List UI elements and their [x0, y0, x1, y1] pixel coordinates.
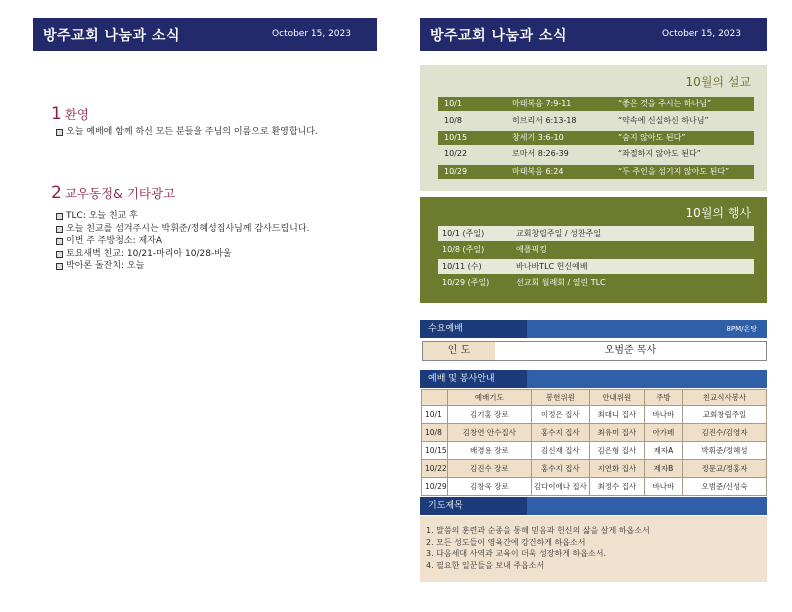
prayer-item: 3. 다음세대 사역과 교육이 더욱 성장하게 하옵소서.	[426, 549, 606, 558]
prayer-list	[426, 525, 650, 571]
sermon-row	[438, 165, 754, 179]
prayer-label: 기도제목	[420, 497, 527, 515]
sermon-row	[438, 131, 754, 145]
table-row	[422, 460, 767, 478]
sermon-subject: “숨지 않아도 된다”	[618, 133, 686, 142]
table-cell: 교회창립주일	[683, 406, 767, 424]
prayer-item: 4. 필요한 일꾼들을 보내 주옵소서	[426, 560, 545, 570]
service-bar	[420, 370, 767, 388]
table-cell: 10/8	[422, 424, 448, 442]
table-cell: 김창욱 장로	[447, 478, 531, 496]
table-cell: 김기홍 장로	[447, 406, 531, 424]
prayer-bar	[420, 497, 767, 515]
wednesday-bar	[420, 320, 767, 338]
table-cell: 10/1	[422, 406, 448, 424]
news-list	[56, 210, 309, 273]
table-cell: 10/29	[422, 478, 448, 496]
sermon-subject: “좌절하지 않아도 된다”	[618, 149, 701, 158]
wednesday-leader-box	[422, 341, 767, 361]
news-item: TLC: 오늘 친교 후	[56, 210, 309, 223]
table-cell: 김진수/김영자	[683, 424, 767, 442]
wednesday-leader-key: 인 도	[423, 342, 495, 360]
event-date: 10/29 (주일)	[442, 278, 490, 287]
event-row	[438, 226, 754, 241]
welcome-heading	[51, 104, 89, 124]
table-cell: 김다이애나 집사	[531, 478, 589, 496]
news-item: 이번 주 주방청소: 제자A	[56, 235, 309, 248]
event-row	[438, 242, 754, 257]
news-item: 토요새벽 친교: 10/21-마리아 10/28-바울	[56, 248, 309, 261]
table-cell: 아가페	[644, 424, 682, 442]
welcome-list	[56, 126, 318, 139]
news-item: 오늘 친교를 섬겨주시는 박휘준/정혜성집사님께 감사드립니다.	[56, 223, 309, 236]
service-table	[421, 389, 767, 496]
table-cell: 바나바	[644, 478, 682, 496]
table-cell: 오범준/신성숙	[683, 478, 767, 496]
sermon-subject: “두 주인을 섬기지 않아도 된다”	[618, 167, 730, 176]
welcome-title: 환영	[64, 107, 89, 122]
sermon-passage: 창세기 3:6-10	[512, 133, 564, 142]
event-row	[438, 259, 754, 274]
event-date: 10/11 (수)	[442, 262, 482, 271]
bulletin-title: 방주교회 나눔과 소식	[43, 28, 180, 44]
sermon-subject: “약속에 신실하신 하나님”	[618, 116, 709, 125]
table-cell: 홍수지 집사	[531, 460, 589, 478]
sermon-passage: 마태복음 6:24	[512, 167, 564, 176]
right-header	[420, 18, 767, 51]
wednesday-label: 수요예배	[420, 320, 527, 338]
news-number: 2	[51, 183, 62, 203]
table-row	[422, 406, 767, 424]
sermon-date: 10/22	[444, 149, 468, 158]
table-row	[422, 478, 767, 496]
table-cell: 김은형 집사	[589, 442, 644, 460]
table-row	[422, 442, 767, 460]
sermon-title: 10월의 설교	[685, 75, 751, 89]
prayer-item: 2. 모든 성도들이 영육간에 강건하게 하옵소서	[426, 537, 586, 547]
wednesday-leader-value: 오범준 목사	[604, 345, 657, 356]
table-cell: 최대니 집사	[589, 406, 644, 424]
event-date: 10/1 (주일)	[442, 229, 485, 238]
table-cell: 10/15	[422, 442, 448, 460]
sermon-passage: 마태복음 7:9-11	[512, 99, 572, 108]
table-header-row	[422, 390, 767, 406]
sermon-date: 10/8	[444, 116, 462, 125]
left-header	[33, 18, 377, 51]
table-cell: 김창연 안수집사	[447, 424, 531, 442]
bulletin-date: October 15, 2023	[662, 29, 741, 39]
welcome-number: 1	[51, 104, 62, 124]
sermon-date: 10/15	[444, 133, 468, 142]
table-row	[422, 424, 767, 442]
sermon-box	[420, 65, 767, 191]
news-heading	[51, 183, 175, 203]
column-header: 주방	[644, 390, 682, 406]
prayer-box	[420, 516, 767, 582]
table-cell: 제자B	[644, 460, 682, 478]
table-cell: 김신재 집사	[531, 442, 589, 460]
table-cell: 배경용 장로	[447, 442, 531, 460]
sermon-date: 10/1	[444, 99, 462, 108]
bulletin-title: 방주교회 나눔과 소식	[430, 28, 567, 44]
sermon-passage: 로마서 8:26-39	[512, 149, 569, 158]
sermon-row	[438, 114, 754, 128]
service-label: 예배 및 봉사안내	[420, 370, 527, 388]
sermon-subject: “좋은 것을 주시는 하나님”	[618, 99, 712, 108]
table-cell: 최정수 집사	[589, 478, 644, 496]
column-header: 안내위원	[589, 390, 644, 406]
table-cell: 지연화 집사	[589, 460, 644, 478]
welcome-item: 오늘 예배에 함께 하신 모든 분들을 주님의 이름으로 환영합니다.	[56, 126, 318, 139]
event-name: 선교회 월례회 / 열린 TLC	[516, 278, 606, 287]
prayer-item: 1. 말씀의 훈련과 순종을 통해 믿음과 헌신의 삶을 살게 하옵소서	[426, 526, 650, 535]
event-date: 10/8 (주일)	[442, 245, 485, 254]
sermon-passage: 히브리서 6:13-18	[512, 116, 577, 125]
table-cell: 최유미 집사	[589, 424, 644, 442]
column-header: 봉헌위원	[531, 390, 589, 406]
events-title: 10월의 행사	[685, 206, 751, 220]
news-item: 박아론 돌잔치: 오늘	[56, 260, 309, 273]
sermon-row	[438, 97, 754, 111]
column-header	[422, 390, 448, 406]
event-name: 교회창립주일 / 성찬주일	[516, 229, 602, 238]
sermon-row	[438, 147, 754, 161]
news-title: 교우동정& 기타광고	[64, 186, 176, 201]
wednesday-time: 8PM/온탕	[726, 325, 757, 333]
table-cell: 바나바	[644, 406, 682, 424]
table-cell: 김진수 장로	[447, 460, 531, 478]
table-cell: 이정은 집사	[531, 406, 589, 424]
events-box	[420, 197, 767, 303]
table-cell: 홍수지 집사	[531, 424, 589, 442]
sermon-date: 10/29	[444, 167, 468, 176]
bulletin-date: October 15, 2023	[272, 29, 351, 39]
column-header: 친교식사봉사	[683, 390, 767, 406]
event-name: 애플픽킹	[516, 245, 547, 254]
table-cell: 박휘준/정혜성	[683, 442, 767, 460]
column-header: 예배기도	[447, 390, 531, 406]
event-row	[438, 275, 754, 290]
table-cell: 제자A	[644, 442, 682, 460]
event-name: 바나바TLC 헌신예배	[516, 262, 588, 271]
table-cell: 10/22	[422, 460, 448, 478]
table-cell: 정문교/정홍자	[683, 460, 767, 478]
